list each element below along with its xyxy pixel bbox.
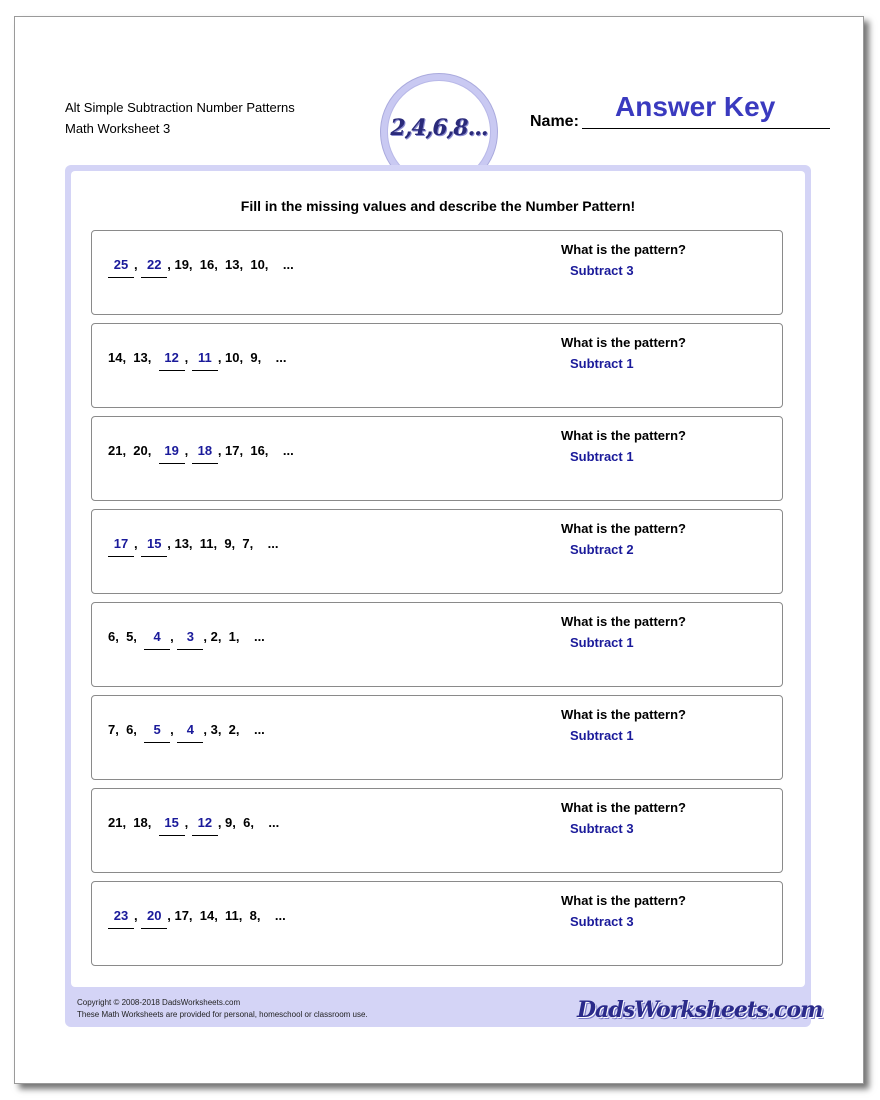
dadsworksheets-logo: DadsWorksheets.com [577,997,823,1023]
number-sequence [108,815,279,836]
sequence-text: 21, 20, [108,443,159,458]
worksheet-page [14,16,864,1084]
problem-box [91,695,783,780]
sequence-text: 21, 18, [108,815,159,830]
sequence-text: , 17, 14, 11, 8, ... [167,908,286,923]
answer-blank: 3 [177,629,203,650]
name-label: Name: [530,113,579,130]
sequence-text: 14, 13, [108,350,159,365]
sequence-text: , [170,629,178,644]
pattern-answer: Subtract 1 [570,635,634,650]
pattern-question: What is the pattern? [561,428,686,443]
instructions: Fill in the missing values and describe the Number Pattern! [240,198,636,214]
answer-blank: 25 [108,257,134,278]
pattern-question: What is the pattern? [561,242,686,257]
copyright: Copyright © 2008-2018 DadsWorksheets.com [77,998,241,1007]
answer-key-heading: Answer Key [615,91,776,122]
number-sequence [108,443,294,464]
sequence-text: , 9, 6, ... [217,815,280,830]
answer-blank: 23 [108,908,134,929]
sequence-text: , [170,722,178,737]
problem-box [91,602,783,687]
footer-text [77,997,368,1021]
number-sequence [108,350,286,371]
answer-blank: 5 [144,722,170,743]
problem-box [91,416,783,501]
answer-blank: 12 [192,815,218,836]
pattern-answer: Subtract 3 [570,914,634,929]
sequence-text: , [134,908,142,923]
answer-blank: 11 [192,350,218,371]
sequence-text: , 10, 9, ... [217,350,287,365]
usage-notice: These Math Worksheets are provided for personal, homeschool or classroom use. [77,1010,368,1019]
problems-panel [71,171,805,987]
pattern-question: What is the pattern? [561,521,686,536]
problems-frame [65,165,823,1027]
sequence-text: 7, 6, [108,722,145,737]
pattern-question: What is the pattern? [561,800,686,815]
answer-blank: 19 [159,443,185,464]
logo-text: 2,4,6,8... [390,115,488,141]
answer-blank: 22 [141,257,167,278]
worksheet-title [65,97,295,139]
sequence-text: , 3, 2, ... [203,722,265,737]
answer-blank: 15 [159,815,185,836]
answer-blank: 20 [141,908,167,929]
number-sequence [108,629,265,650]
number-sequence [108,908,286,929]
problem-box [91,230,783,315]
sequence-text: , 17, 16, ... [217,443,294,458]
sequence-text: , [184,350,192,365]
answer-blank: 12 [159,350,185,371]
sequence-text: , [134,257,142,272]
number-sequence [108,536,279,557]
pattern-question: What is the pattern? [561,893,686,908]
problem-box [91,881,783,966]
pattern-answer: Subtract 3 [570,821,634,836]
answer-blank: 4 [177,722,203,743]
title-line-1: Alt Simple Subtraction Number Patterns [65,100,295,115]
answer-blank: 4 [144,629,170,650]
sequence-text: , 19, 16, 13, 10, ... [167,257,294,272]
sequence-text: , 2, 1, ... [203,629,265,644]
number-sequence [108,257,294,278]
title-line-2: Math Worksheet 3 [65,121,171,136]
pattern-question: What is the pattern? [561,335,686,350]
answer-blank: 17 [108,536,134,557]
answer-blank: 15 [141,536,167,557]
answer-blank: 18 [192,443,218,464]
sequence-text: , [184,443,192,458]
sequence-text: , 13, 11, 9, 7, ... [167,536,279,551]
problem-box [91,788,783,873]
pattern-answer: Subtract 1 [570,449,634,464]
pattern-question: What is the pattern? [561,614,686,629]
pattern-answer: Subtract 2 [570,542,634,557]
sequence-text: , [184,815,192,830]
pattern-answer: Subtract 1 [570,728,634,743]
pattern-answer: Subtract 1 [570,356,634,371]
name-line [582,128,830,129]
sequence-text: 6, 5, [108,629,145,644]
pattern-answer: Subtract 3 [570,263,634,278]
sequence-text: , [134,536,142,551]
problem-box [91,323,783,408]
pattern-question: What is the pattern? [561,707,686,722]
number-sequence [108,722,265,743]
problem-box [91,509,783,594]
